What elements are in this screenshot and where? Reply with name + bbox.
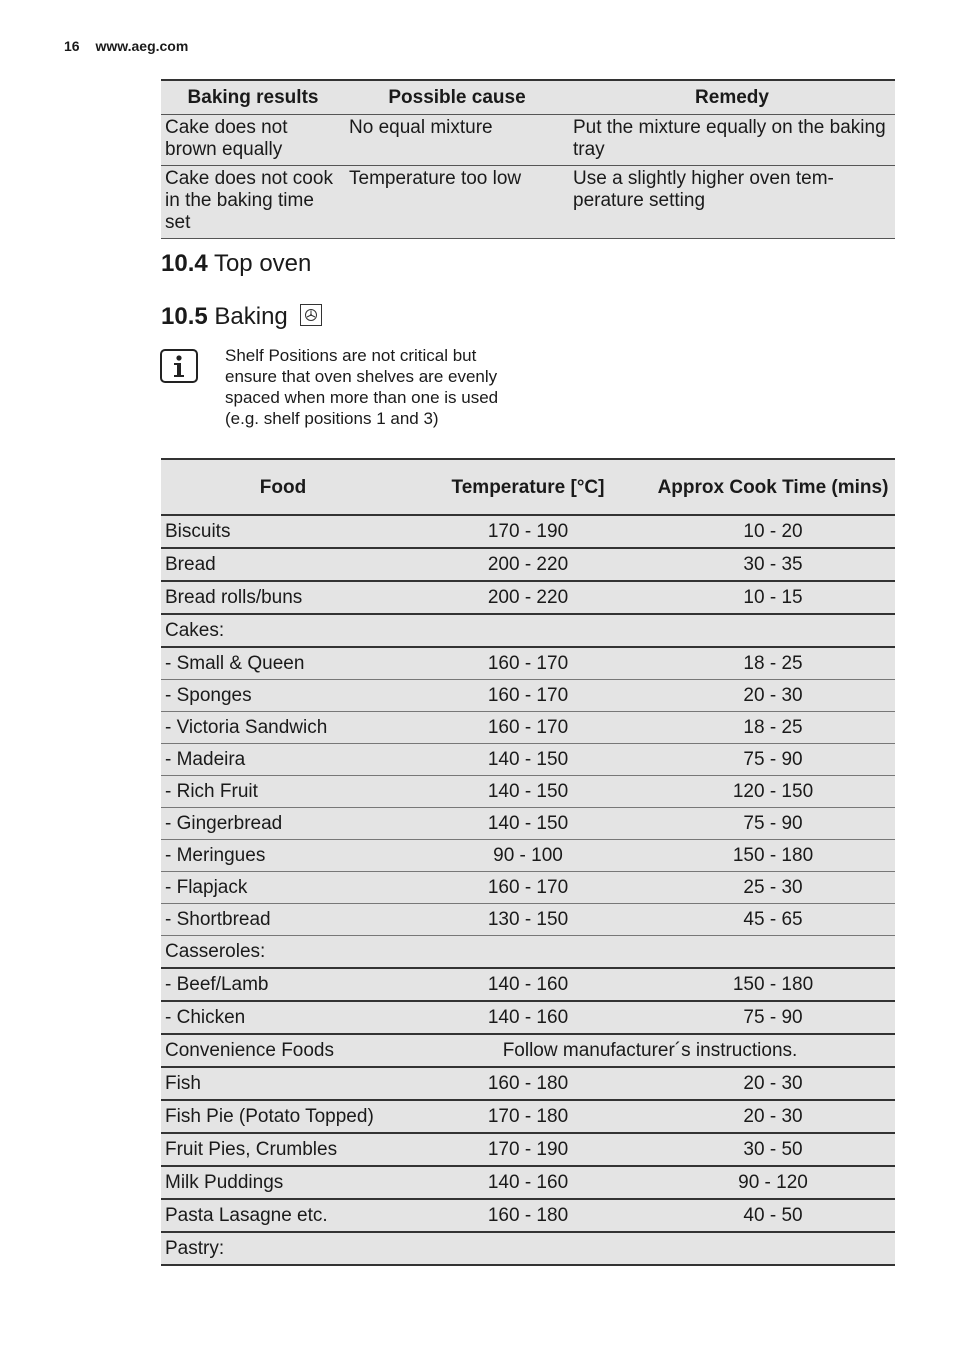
- temperature-cell: 140 - 150: [405, 744, 651, 776]
- food-cell: - Gingerbread: [161, 808, 405, 840]
- cook-time-cell: 75 - 90: [651, 808, 895, 840]
- cook-time-cell: 10 - 15: [651, 581, 895, 614]
- table-row: [161, 1133, 895, 1166]
- food-cell: - Rich Fruit: [161, 776, 405, 808]
- food-cell: Fish Pie (Potato Topped): [161, 1100, 405, 1133]
- column-header: Baking results: [161, 80, 345, 115]
- food-cell: Fish: [161, 1067, 405, 1100]
- temperature-cell: 140 - 150: [405, 808, 651, 840]
- food-cell: Bread rolls/buns: [161, 581, 405, 614]
- cook-time-cell: 20 - 30: [651, 1100, 895, 1133]
- temperature-cell: 170 - 180: [405, 1100, 651, 1133]
- table-row: [161, 840, 895, 872]
- table-row: [161, 1166, 895, 1199]
- temperature-cell: 140 - 160: [405, 1001, 651, 1034]
- cook-time-cell: 18 - 25: [651, 647, 895, 680]
- food-cell: Fruit Pies, Crumbles: [161, 1133, 405, 1166]
- table-row: [161, 166, 895, 239]
- empty-cell: [405, 936, 895, 969]
- food-cell: Pasta Lasagne etc.: [161, 1199, 405, 1232]
- cook-time-cell: 75 - 90: [651, 744, 895, 776]
- temperature-cell: 160 - 180: [405, 1199, 651, 1232]
- temperature-cell: 200 - 220: [405, 548, 651, 581]
- cook-time-cell: 40 - 50: [651, 1199, 895, 1232]
- table-row: [161, 548, 895, 581]
- cook-time-cell: 30 - 50: [651, 1133, 895, 1166]
- temperature-cell: 160 - 170: [405, 872, 651, 904]
- table-row: [161, 808, 895, 840]
- table-row: [161, 904, 895, 936]
- cook-time-cell: 30 - 35: [651, 548, 895, 581]
- column-header: Remedy: [569, 80, 895, 115]
- food-cell: - Victoria Sandwich: [161, 712, 405, 744]
- food-cell: - Madeira: [161, 744, 405, 776]
- food-cell: Milk Puddings: [161, 1166, 405, 1199]
- table-row: [161, 776, 895, 808]
- food-cell: - Beef/Lamb: [161, 968, 405, 1001]
- page-number: 16: [64, 38, 80, 54]
- temperature-cell: 140 - 160: [405, 968, 651, 1001]
- table-row: [161, 581, 895, 614]
- temperature-cell: 140 - 150: [405, 776, 651, 808]
- food-cell: - Meringues: [161, 840, 405, 872]
- table-header-row: [161, 459, 895, 515]
- food-cell: Convenience Foods: [161, 1034, 405, 1067]
- section-title: Baking: [214, 303, 288, 330]
- fan-oven-icon: [300, 304, 322, 326]
- table-row: [161, 872, 895, 904]
- food-cell: Casseroles:: [161, 936, 405, 969]
- section-number: 10.5: [161, 303, 208, 330]
- temperature-cell: 160 - 180: [405, 1067, 651, 1100]
- table-cell: No equal mixture: [345, 115, 569, 166]
- table-row: [161, 680, 895, 712]
- table-row: [161, 1100, 895, 1133]
- food-cell: Bread: [161, 548, 405, 581]
- column-header: Possible cause: [345, 80, 569, 115]
- table-row: [161, 515, 895, 548]
- temperature-cell: 200 - 220: [405, 581, 651, 614]
- column-header-cook-time: Approx Cook Time (mins): [651, 459, 895, 515]
- temperature-cell: 130 - 150: [405, 904, 651, 936]
- temperature-cell: 170 - 190: [405, 515, 651, 548]
- table-row: [161, 744, 895, 776]
- baking-table: [161, 458, 895, 1266]
- table-row: [161, 1067, 895, 1100]
- cook-time-cell: 90 - 120: [651, 1166, 895, 1199]
- temperature-cell: 90 - 100: [405, 840, 651, 872]
- food-cell: - Chicken: [161, 1001, 405, 1034]
- food-cell: - Shortbread: [161, 904, 405, 936]
- cook-time-cell: 150 - 180: [651, 840, 895, 872]
- empty-cell: [405, 1232, 895, 1265]
- table-row: [161, 712, 895, 744]
- food-cell: Cakes:: [161, 614, 405, 647]
- cook-time-cell: 20 - 30: [651, 680, 895, 712]
- empty-cell: [405, 614, 895, 647]
- site-url[interactable]: www.aeg.com: [95, 38, 189, 54]
- table-group-row: [161, 614, 895, 647]
- info-note-text: Shelf Positions are not critical but ensure that oven shelves are evenly spaced when more than one is used (e.g. shelf positions 1 and 3): [225, 346, 499, 428]
- cook-time-cell: 75 - 90: [651, 1001, 895, 1034]
- table-cell: Cake does not brown equally: [161, 115, 345, 166]
- section-heading-baking: [161, 303, 322, 331]
- table-row: [161, 1199, 895, 1232]
- table-cell: Cake does not cook in the baking time set: [161, 166, 345, 239]
- table-group-row: [161, 936, 895, 969]
- temperature-cell: 160 - 170: [405, 647, 651, 680]
- cook-time-cell: 120 - 150: [651, 776, 895, 808]
- table-row: [161, 968, 895, 1001]
- food-cell: Pastry:: [161, 1232, 405, 1265]
- column-header-temperature: Temperature [°C]: [405, 459, 651, 515]
- note-cell: Follow manufacturer´s instructions.: [405, 1034, 895, 1067]
- temperature-cell: 160 - 170: [405, 712, 651, 744]
- info-icon: [160, 349, 198, 383]
- table-header-row: [161, 80, 895, 115]
- cook-time-cell: 150 - 180: [651, 968, 895, 1001]
- table-row: [161, 1034, 895, 1067]
- table-row: [161, 647, 895, 680]
- food-cell: - Sponges: [161, 680, 405, 712]
- column-header-food: Food: [161, 459, 405, 515]
- table-group-row: [161, 1232, 895, 1265]
- temperature-cell: 140 - 160: [405, 1166, 651, 1199]
- food-cell: Biscuits: [161, 515, 405, 548]
- food-cell: - Flapjack: [161, 872, 405, 904]
- temperature-cell: 160 - 170: [405, 680, 651, 712]
- cook-time-cell: 20 - 30: [651, 1067, 895, 1100]
- section-title: Top oven: [213, 250, 312, 277]
- baking-results-table: [161, 79, 895, 239]
- table-row: [161, 115, 895, 166]
- section-number: 10.4: [161, 250, 208, 277]
- table-cell: Temperature too low: [345, 166, 569, 239]
- page-header: [64, 38, 188, 54]
- cook-time-cell: 45 - 65: [651, 904, 895, 936]
- cook-time-cell: 25 - 30: [651, 872, 895, 904]
- table-cell: Use a slightly higher oven tem- perature setting: [569, 166, 895, 239]
- table-row: [161, 1001, 895, 1034]
- table-cell: Put the mixture equally on the baking tray: [569, 115, 895, 166]
- section-heading-top-oven: [161, 250, 311, 278]
- cook-time-cell: 18 - 25: [651, 712, 895, 744]
- temperature-cell: 170 - 190: [405, 1133, 651, 1166]
- cook-time-cell: 10 - 20: [651, 515, 895, 548]
- food-cell: - Small & Queen: [161, 647, 405, 680]
